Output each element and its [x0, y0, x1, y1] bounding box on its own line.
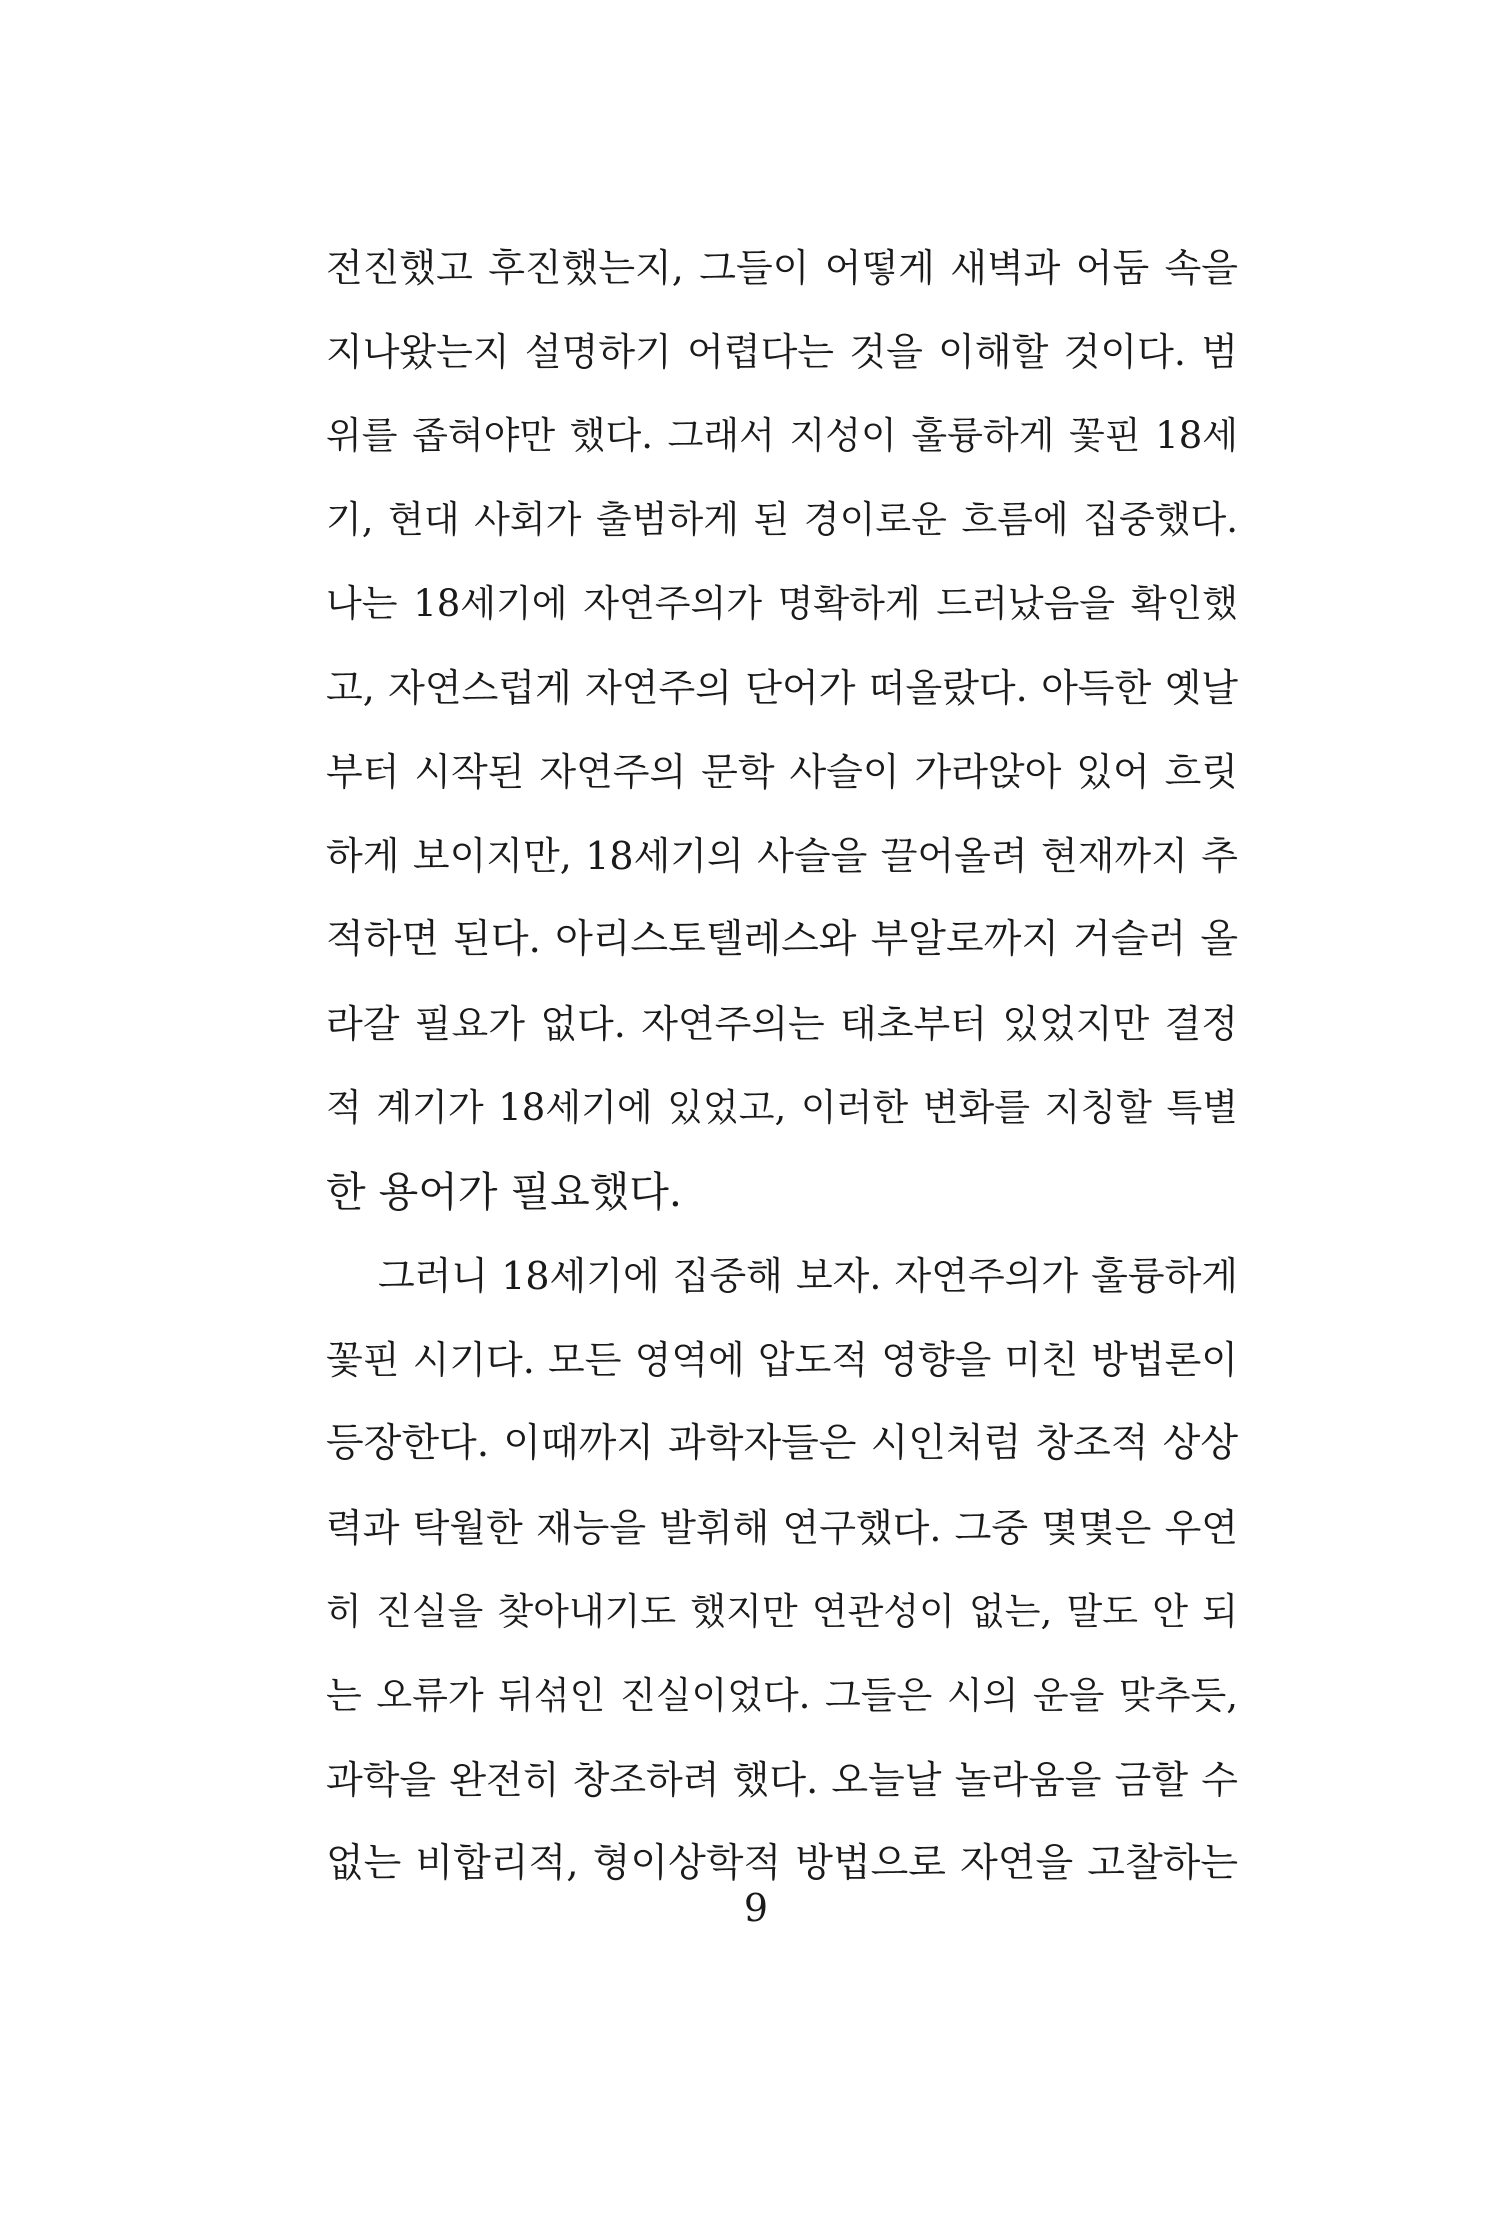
- text-line: 한 용어가 필요했다.: [326, 1168, 682, 1216]
- text-line: 는 오류가 뒤섞인 진실이었다. 그들은 시의 운을 맞추듯,: [326, 1674, 1238, 1717]
- text-line: 라갈 필요가 없다. 자연주의는 태초부터 있었지만 결정: [326, 1002, 1238, 1046]
- text-line: 그러니 18세기에 집중해 보자. 자연주의가 훌륭하게: [378, 1254, 1238, 1298]
- text-line: 나는 18세기에 자연주의가 명확하게 드러났음을 확인했: [326, 582, 1238, 625]
- text-line: 고, 자연스럽게 자연주의 단어가 떠올랐다. 아득한 옛날: [326, 666, 1238, 710]
- text-line: 적하면 된다. 아리스토텔레스와 부알로까지 거슬러 올: [326, 917, 1238, 962]
- body-text: [326, 226, 1238, 1906]
- text-line: 과학을 완전히 창조하려 했다. 오늘날 놀라움을 금할 수: [326, 1758, 1238, 1802]
- text-line: 꽃핀 시기다. 모든 영역에 압도적 영향을 미친 방법론이: [326, 1338, 1238, 1382]
- text-line: 전진했고 후진했는지, 그들이 어떻게 새벽과 어둠 속을: [326, 246, 1238, 290]
- paragraph-2: [326, 1234, 1238, 1906]
- text-line: 등장한다. 이때까지 과학자들은 시인처럼 창조적 상상: [326, 1421, 1238, 1466]
- text-line: 없는 비합리적, 형이상학적 방법으로 자연을 고찰하는: [326, 1841, 1238, 1886]
- text-line: 지나왔는지 설명하기 어렵다는 것을 이해할 것이다. 범: [326, 330, 1238, 374]
- text-line: 적 계기가 18세기에 있었고, 이러한 변화를 지칭할 특별: [326, 1086, 1238, 1129]
- text-line: 히 진실을 찾아내기도 했지만 연관성이 없는, 말도 안 되: [326, 1590, 1238, 1633]
- text-line: 기, 현대 사회가 출범하게 된 경이로운 흐름에 집중했다.: [326, 498, 1238, 541]
- page-number: 9: [743, 1886, 769, 1930]
- text-line: 위를 좁혀야만 했다. 그래서 지성이 훌륭하게 꽃핀 18세: [326, 414, 1238, 457]
- text-line: 력과 탁월한 재능을 발휘해 연구했다. 그중 몇몇은 우연: [326, 1506, 1238, 1550]
- text-line: 하게 보이지만, 18세기의 사슬을 끌어올려 현재까지 추: [326, 834, 1238, 878]
- paragraph-1: [326, 226, 1238, 1234]
- text-line: 부터 시작된 자연주의 문학 사슬이 가라앉아 있어 흐릿: [326, 750, 1238, 794]
